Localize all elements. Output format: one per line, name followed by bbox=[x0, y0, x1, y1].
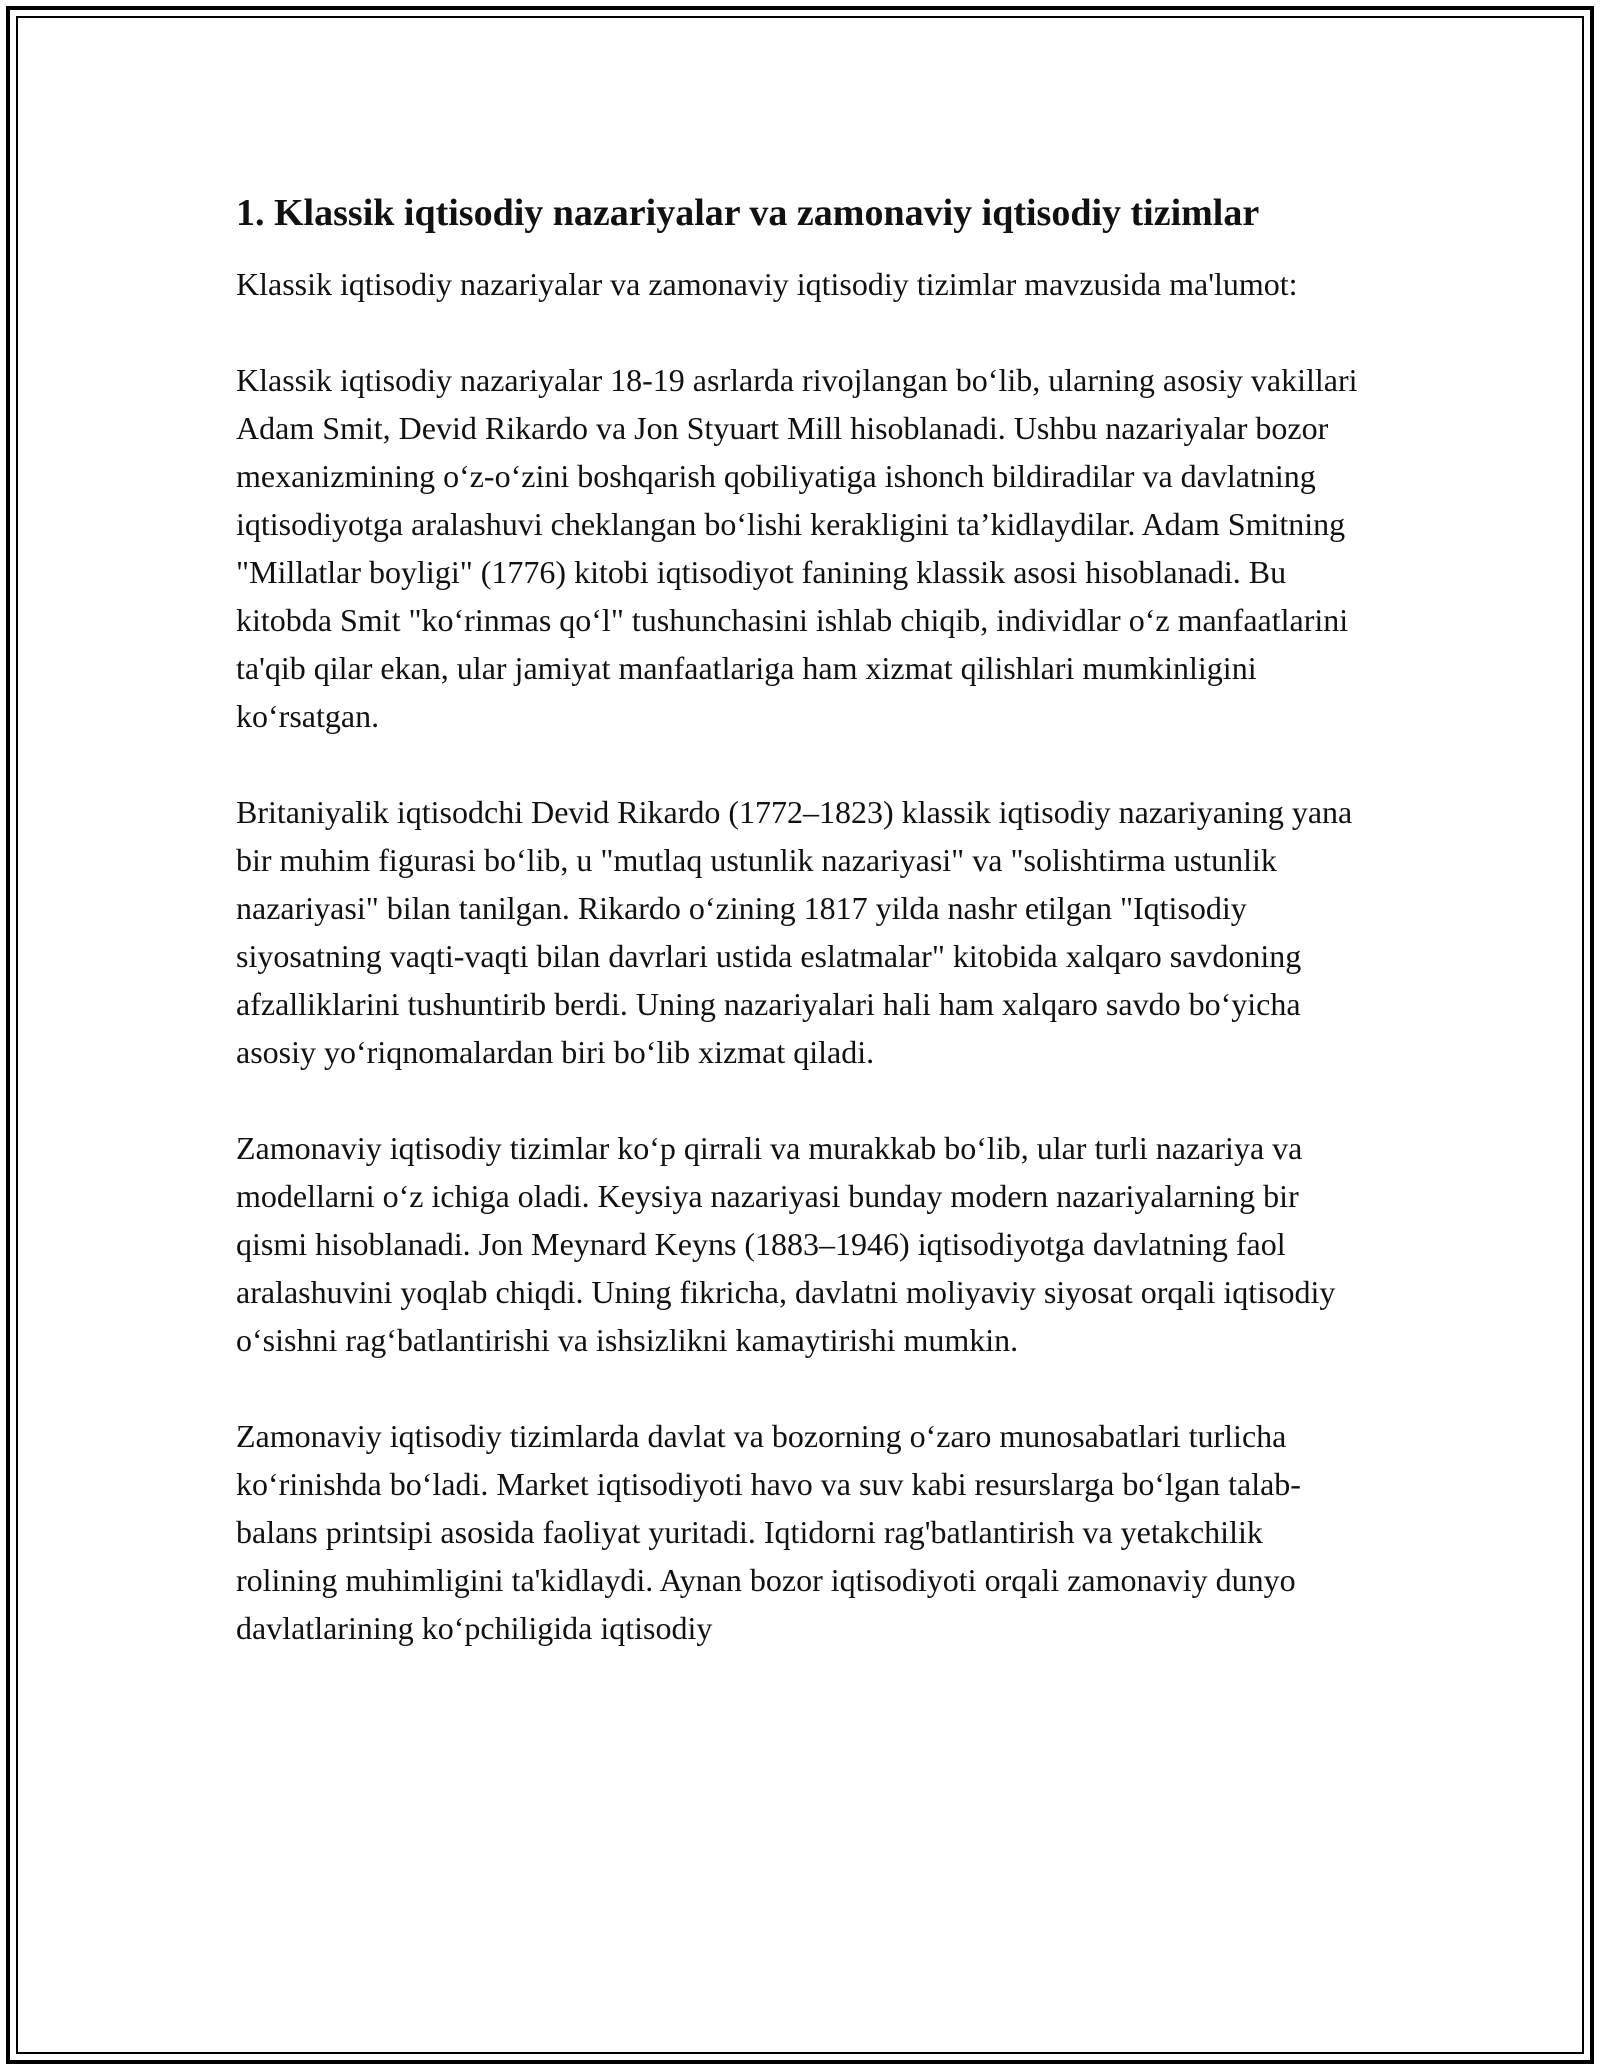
paragraph-ricardo: Britaniyalik iqtisodchi Devid Rikardo (1772–1823) klassik iqtisodiy nazariyaning yana bir muhim figurasi bo‘lib, u "mutlaq ustunlik nazariyasi" va "solishtirma ustunlik nazariyasi" bilan tanilgan. Rikardo o‘zining 1817 yilda nashr etilgan "Iqtisodiy siyosatning vaqti-vaqti bilan davrlari ustida eslatmalar" kitobida xalqaro savdoning afzalliklarini tushuntirib berdi. Uning nazariyalari hali ham xalqaro savdo bo‘yicha asosiy yo‘riqnomalardan biri bo‘lib xizmat qiladi. bbox=[236, 794, 1353, 1070]
document-body bbox=[236, 186, 1366, 1700]
paragraph-modern-systems: Zamonaviy iqtisodiy tizimlar ko‘p qirrali va murakkab bo‘lib, ular turli nazariya va modellarni o‘z ichiga oladi. Keysiya nazariyasi bunday modern nazariyalarning bir qismi hisoblanadi. Jon Meynard Keyns (1883–1946) iqtisodiyotga davlatning faol aralashuvini yoqlab chiqdi. Uning fikricha, davlatni moliyaviy siyosat orqali iqtisodiy o‘sishni rag‘batlantirishi va ishsizlikni kamaytirishi mumkin. bbox=[236, 1130, 1336, 1358]
paragraph-classical-theories: Klassik iqtisodiy nazariyalar 18-19 asrlarda rivojlangan bo‘lib, ularning asosiy vakillari Adam Smit, Devid Rikardo va Jon Styuart Mill hisoblanadi. Ushbu nazariyalar bozor mexanizmining o‘z-o‘zini boshqarish qobiliyatiga ishonch bildiradilar va davlatning iqtisodiyotga aralashuvi cheklangan bo‘lishi kerakligini ta’kidlaydilar. Adam Smitning "Millatlar boyligi" (1776) kitobi iqtisodiyot fanining klassik asosi hisoblanadi. Bu kitobda Smit "ko‘rinmas qo‘l" tushunchasini ishlab chiqib, individlar o‘z manfaatlarini ta'qib qilar ekan, ular jamiyat manfaatlariga ham xizmat qilishlari mumkinligini ko‘rsatgan. bbox=[236, 362, 1358, 734]
paragraph-state-and-market: Zamonaviy iqtisodiy tizimlarda davlat va bozorning o‘zaro munosabatlari turlicha ko‘rinishda bo‘ladi. Market iqtisodiyoti havo va suv kabi resurslarga bo‘lgan talab-balans printsipi asosida faoliyat yuritadi. Iqtidorni rag'batlantirish va yetakchilik rolining muhimligini ta'kidlaydi. Aynan bozor iqtisodiyoti orqali zamonaviy dunyo davlatlarining ko‘pchiligida iqtisodiy bbox=[236, 1418, 1301, 1646]
document-title: 1. Klassik iqtisodiy nazariyalar va zamonaviy iqtisodiy tizimlar bbox=[236, 192, 1260, 234]
paragraph-intro: Klassik iqtisodiy nazariyalar va zamonaviy iqtisodiy tizimlar mavzusida ma'lumot: bbox=[236, 266, 1298, 302]
